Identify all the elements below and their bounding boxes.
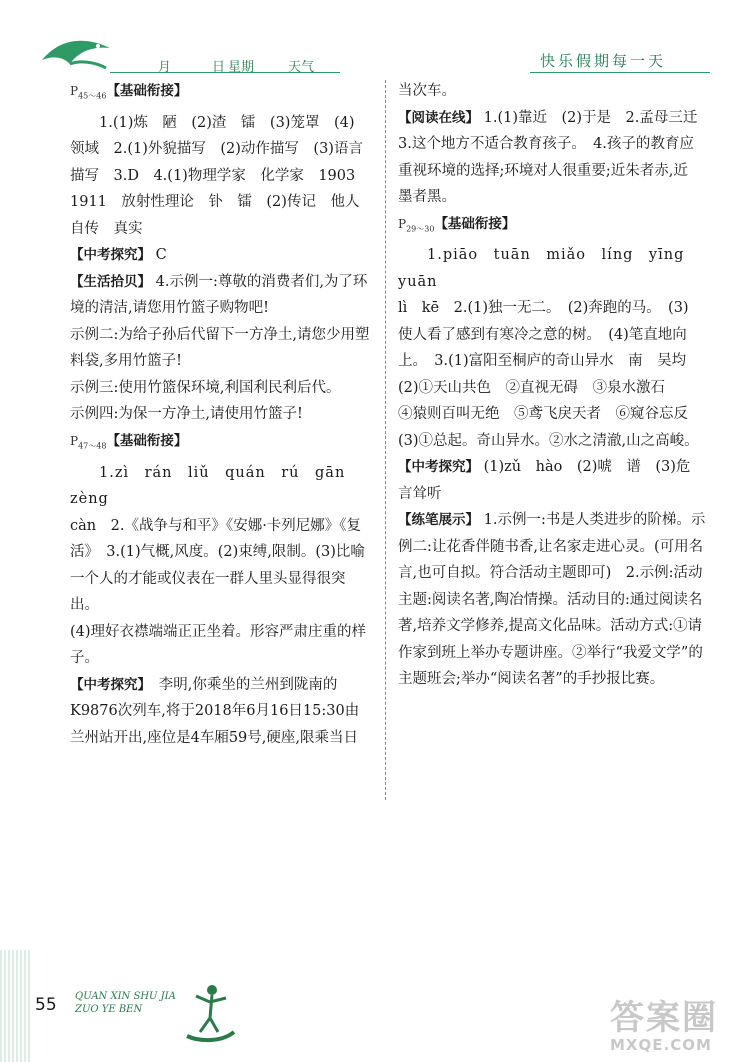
decorative-pattern bbox=[0, 950, 30, 1062]
answer-line: 活》 3.(1)气概,风度。(2)束缚,限制。(3)比喻 bbox=[70, 544, 365, 561]
answer-line: (3)①总起。奇山异水。②水之清澈,山之高峻。 bbox=[398, 432, 699, 449]
answer-line: 1.(1)炼 陋 (2)渣 镭 (3)笼罩 (4) bbox=[99, 114, 355, 131]
answer-line: ④猿则百叫无绝 ⑤鸢飞戾天者 ⑥窥谷忘反 bbox=[398, 406, 688, 423]
page-header bbox=[0, 0, 750, 82]
answer-line: 作家到班上举办专题讲座。②举行“我爱文学”的 bbox=[398, 644, 703, 661]
weather-label: 天气 bbox=[288, 60, 315, 75]
answer-line: 言耸听 bbox=[398, 485, 442, 502]
answer-line: K9876次列车,将于2018年6月16日15:30由 bbox=[70, 703, 360, 720]
answer-line: 示例二:为给子孙后代留下一方净土,请您少用塑 bbox=[70, 326, 370, 343]
answer-line: càn 2.《战争与和平》《安娜·卡列尼娜》《复 bbox=[70, 517, 362, 534]
answer-line: 使人看了感到有寒冷之意的树。 (4)笔直地向 bbox=[398, 326, 687, 343]
zhongkao-section-3: 【中考探究】 (1)zǔ hào (2)唬 谱 (3)危 bbox=[398, 459, 691, 476]
answer-line: 兰州站开出,座位是4车厢59号,硬座,限乘当日 bbox=[70, 729, 359, 746]
answer-line: (4)理好衣襟端端正正坐着。形容严肃庄重的样 bbox=[70, 623, 367, 640]
left-column bbox=[70, 78, 370, 751]
page-footer bbox=[0, 950, 750, 1062]
answer-line: 3.这个地方不适合教育孩子。 4.孩子的教育应 bbox=[398, 136, 694, 152]
brand-slogan: 快乐假期每一天 bbox=[540, 52, 667, 70]
answer-line: 料袋,多用竹篮子! bbox=[70, 353, 182, 370]
section-tag: 【基础衔接】 bbox=[434, 215, 516, 232]
section-p45-46 bbox=[70, 78, 370, 110]
page-ref: $P_{45\sim 46}$ bbox=[70, 84, 107, 101]
answer-line: (2)①天山共色 ②直视无碍 ③泉水激石 bbox=[398, 379, 666, 396]
answer-line: 上。 3.(1)富阳至桐庐的奇山异水 南 吴均 bbox=[398, 353, 687, 370]
answer-line: 主题:阅读名著,陶冶情操。活动目的:通过阅读名 bbox=[398, 591, 703, 608]
yuedu-section: 【阅读在线】 1.(1)靠近 (2)于是 2.孟母三迁 bbox=[398, 109, 698, 126]
page-number: 55 bbox=[35, 995, 57, 1015]
answer-line: 1.piāo tuān miǎo líng yīng yuān bbox=[398, 247, 700, 290]
answer-line: 当次车。 bbox=[398, 83, 456, 99]
day-label: 日 bbox=[212, 60, 226, 75]
answer-line: 自传 真实 bbox=[70, 220, 143, 237]
answer-line: 子。 bbox=[70, 650, 99, 667]
answer-line: 言,也可自拟。符合活动主题即可) 2.示例:活动 bbox=[398, 565, 703, 582]
section-p47-48 bbox=[70, 428, 370, 460]
answer-line: 描写 3.D 4.(1)物理学家 化学家 1903 bbox=[70, 167, 356, 184]
answer-line: 示例三:使用竹篮保环境,利国利民利后代。 bbox=[70, 379, 341, 396]
answer-line: 境的清洁,请您用竹篮子购物吧! bbox=[70, 300, 269, 317]
right-column bbox=[398, 78, 710, 693]
weekday-label: 星期 bbox=[228, 60, 255, 75]
swallow-logo-icon bbox=[40, 30, 112, 72]
watermark: 答案圈 MXQE.COM bbox=[610, 998, 718, 1054]
month-label: 月 bbox=[158, 60, 172, 75]
brand-rule bbox=[530, 72, 710, 73]
zhongkao-section-2: 【中考探究】 李明,你乘坐的兰州到陇南的 bbox=[70, 676, 338, 693]
page-ref: $P_{47\sim 48}$ bbox=[70, 433, 107, 451]
answer-line: 1911 放射性理论 钋 镭 (2)传记 他人 bbox=[70, 194, 360, 211]
shenghuo-section: 【生活拾贝】 4.示例一:尊敬的消费者们,为了环 bbox=[70, 273, 368, 290]
page-ref: $P_{29\sim 30}$ bbox=[398, 216, 435, 233]
answer-line: 领域 2.(1)外貌描写 (2)动作描写 (3)语言 bbox=[70, 141, 363, 158]
column-divider bbox=[385, 80, 386, 800]
answer-line: lì kē 2.(1)独一无二。 (2)奔跑的马。 (3) bbox=[398, 300, 689, 317]
answer-line: 1.zì rán liǔ quán rú gān zèng bbox=[70, 464, 361, 508]
zhongkao-section: 【中考探究】 C bbox=[70, 247, 167, 264]
series-title: QUAN XIN SHU JIA ZUO YE BEN bbox=[75, 991, 176, 1015]
date-weather-line bbox=[110, 56, 340, 73]
answer-line: 墨者黑。 bbox=[398, 189, 456, 205]
answer-line: 主题班会;举办“阅读名著”的手抄报比赛。 bbox=[398, 671, 665, 688]
lianbi-section: 【练笔展示】 1.示例一:书是人类进步的阶梯。示 bbox=[398, 512, 706, 529]
answer-line: 示例四:为保一方净土,请使用竹篮子! bbox=[70, 406, 303, 423]
section-tag: 【基础衔接】 bbox=[106, 432, 188, 449]
section-p29-30 bbox=[398, 211, 710, 243]
answer-line: 著,培养文学修养,提高文化品味。活动方式:①请 bbox=[398, 618, 703, 635]
answer-line: 重视环境的选择;环境对人很重要;近朱者赤,近 bbox=[398, 162, 688, 179]
answer-line: 例二:让花香伴随书香,让名家走进心灵。(可用名 bbox=[398, 538, 704, 555]
section-tag: 【基础衔接】 bbox=[106, 83, 188, 99]
answer-line: 一个人的才能或仪表在一群人里头显得很突出。 bbox=[70, 570, 346, 614]
surfer-icon bbox=[182, 980, 237, 1045]
